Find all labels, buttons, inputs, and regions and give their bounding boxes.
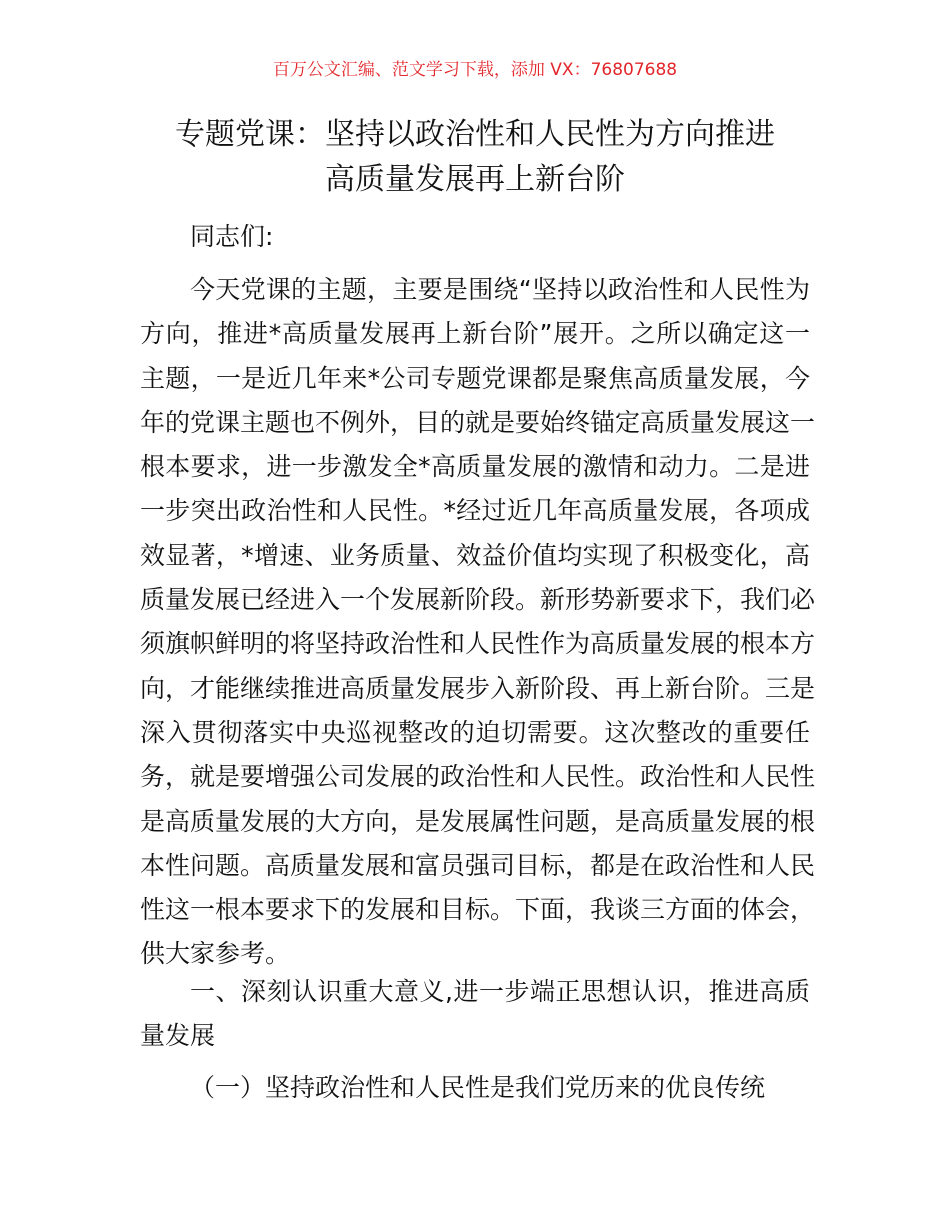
salutation-block bbox=[140, 215, 810, 259]
text-line: 量发展 bbox=[140, 1021, 216, 1051]
text-line: 向，才能继续推进高质量发展步入新阶段、再上新台阶。三是 bbox=[140, 673, 816, 703]
watermark-header: 百万公文汇编、范文学习下载，添加 VX：76807688 bbox=[272, 60, 678, 80]
text-line: 是高质量发展的大方向，是发展属性问题，是高质量发展的根 bbox=[140, 806, 816, 836]
section-heading-1 bbox=[140, 970, 810, 1059]
text-line: 一、深刻认识重大意义,进一步端正思想认识，推进高质 bbox=[190, 977, 810, 1006]
subsection-heading-block bbox=[140, 1066, 810, 1110]
text-line: 务，就是要增强公司发展的政治性和人民性。政治性和人民性 bbox=[140, 762, 816, 792]
paragraph-intro bbox=[140, 268, 816, 977]
text-line: 主题，一是近几年来*公司专题党课都是聚焦高质量发展，今 bbox=[140, 363, 810, 393]
document-title-line-2: 高质量发展再上新台阶 bbox=[325, 162, 625, 197]
text-line: 深入贯彻落实中央巡视整改的迫切需要。这次整改的重要任 bbox=[140, 717, 810, 747]
text-line: 性这一根本要求下的发展和目标。下面，我谈三方面的体会， bbox=[140, 895, 816, 925]
text-line: 根本要求，进一步激发全*高质量发展的激情和动力。二是进 bbox=[140, 452, 810, 482]
text-line: 一步突出政治性和人民性。*经过近几年高质量发展，各项成 bbox=[140, 496, 810, 526]
text-line: 今天党课的主题，主要是围绕“坚持以政治性和人民性为 bbox=[190, 275, 810, 304]
text-line: 质量发展已经进入一个发展新阶段。新形势新要求下，我们必 bbox=[140, 585, 816, 615]
text-line: 须旗帜鲜明的将坚持政治性和人民性作为高质量发展的根本方 bbox=[140, 629, 816, 659]
subsection-heading-1: （一）坚持政治性和人民性是我们党历来的优良传统 bbox=[190, 1073, 766, 1102]
text-line: 方向，推进*高质量发展再上新台阶”展开。之所以确定这一 bbox=[140, 319, 810, 349]
text-line: 本性问题。高质量发展和富员强司目标，都是在政治性和人民 bbox=[140, 850, 816, 880]
text-line: 供大家参考。 bbox=[140, 939, 291, 969]
text-line: 年的党课主题也不例外，目的就是要始终锚定高质量发展这一 bbox=[140, 407, 816, 437]
text-line: 效显著，*增速、业务质量、效益价值均实现了积极变化，高 bbox=[140, 540, 810, 570]
salutation: 同志们: bbox=[190, 222, 274, 251]
document-title-line-1: 专题党课：坚持以政治性和人民性为方向推进 bbox=[175, 117, 775, 152]
